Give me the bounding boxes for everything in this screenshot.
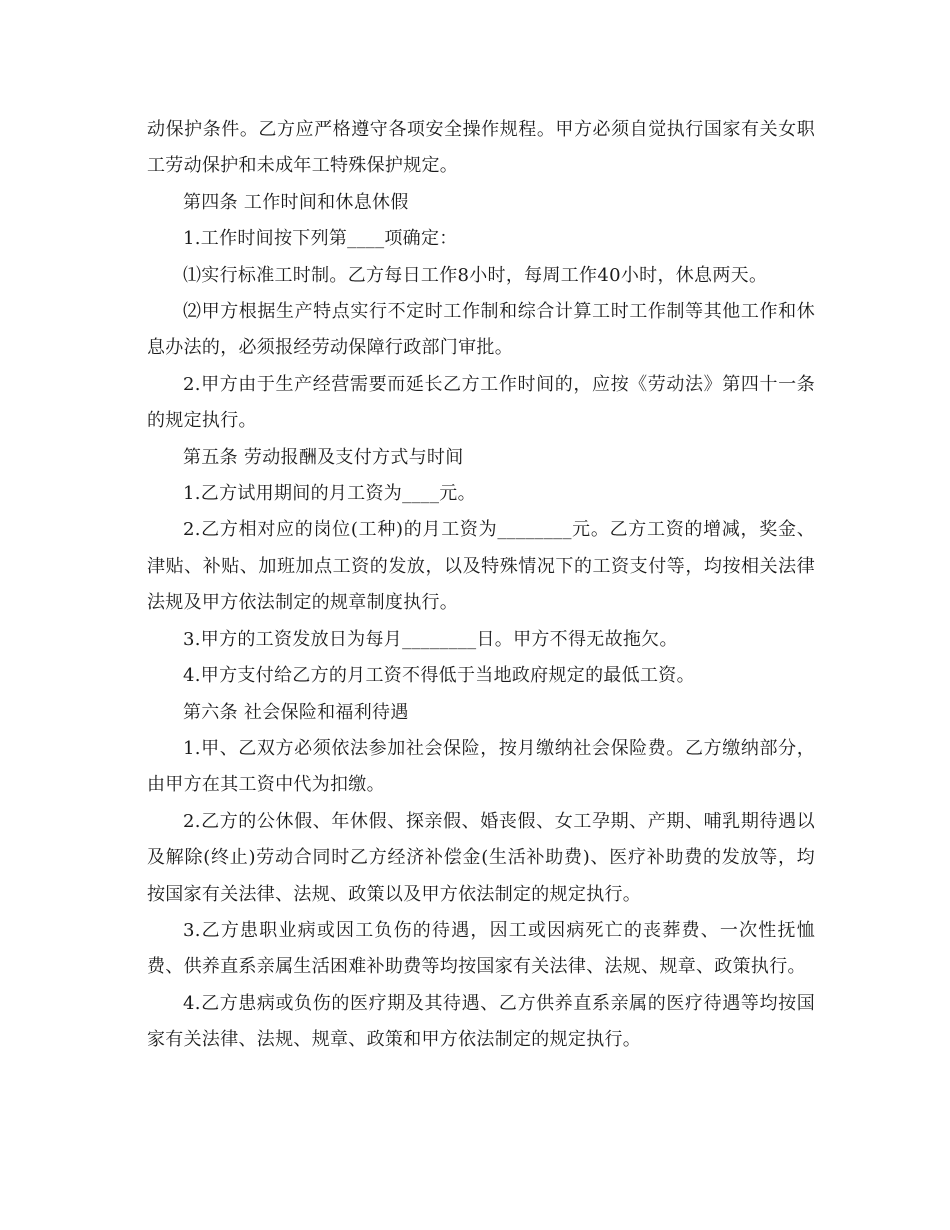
- paragraph: 3.乙方患职业病或因工负伤的待遇，因工或因病死亡的丧葬费、一次性抚恤费、供养直系亲属生活困难补助费等均按国家有关法律、法规、规章、政策执行。: [147, 919, 815, 978]
- paragraph: 1.乙方试用期间的月工资为____元。: [183, 483, 476, 505]
- paragraph: 3.甲方的工资发放日为每月________日。甲方不得无故拖欠。: [183, 628, 678, 650]
- paragraph: 1.工作时间按下列第____项确定：: [183, 228, 458, 250]
- article-4-heading: 第四条 工作时间和休息休假: [183, 191, 409, 213]
- paragraph-continued: 动保护条件。乙方应严格遵守各项安全操作规程。甲方必须自觉执行国家有关女职工劳动保护和未成年工特殊保护规定。: [147, 119, 815, 177]
- paragraph: 2.甲方由于生产经营需要而延长乙方工作时间的，应按《劳动法》第四十一条的规定执行。: [147, 373, 815, 432]
- paragraph: 2.乙方相对应的岗位(工种)的月工资为________元。乙方工资的增减，奖金、津贴、补贴、加班加点工资的发放，以及特殊情况下的工资支付等，均按相关法律法规及甲方依法制定的规章制度执行。: [147, 519, 815, 614]
- paragraph: 4.甲方支付给乙方的月工资不得低于当地政府规定的最低工资。: [183, 665, 695, 687]
- article-6-heading: 第六条 社会保险和福利待遇: [183, 701, 409, 723]
- paragraph: 4.乙方患病或负伤的医疗期及其待遇、乙方供养直系亲属的医疗待遇等均按国家有关法律、法规、规章、政策和甲方依法制定的规定执行。: [147, 992, 815, 1051]
- article-5-heading: 第五条 劳动报酬及支付方式与时间: [183, 446, 464, 468]
- paragraph: ⑵甲方根据生产特点实行不定时工作制和综合计算工时工作制等其他工作和休息办法的，必须报经劳动保障行政部门审批。: [147, 301, 815, 359]
- document-body: [147, 112, 815, 1059]
- paragraph: 2.乙方的公休假、年休假、探亲假、婚丧假、女工孕期、产期、哺乳期待遇以及解除(终止)劳动合同时乙方经济补偿金(生活补助费)、医疗补助费的发放等，均按国家有关法律、法规、政策以及甲方依法制定的规定执行。: [147, 810, 815, 905]
- paragraph: ⑴实行标准工时制。乙方每日工作8小时，每周工作40小时，休息两天。: [183, 264, 768, 286]
- paragraph: 1.甲、乙双方必须依法参加社会保险，按月缴纳社会保险费。乙方缴纳部分，由甲方在其工资中代为扣缴。: [147, 737, 815, 796]
